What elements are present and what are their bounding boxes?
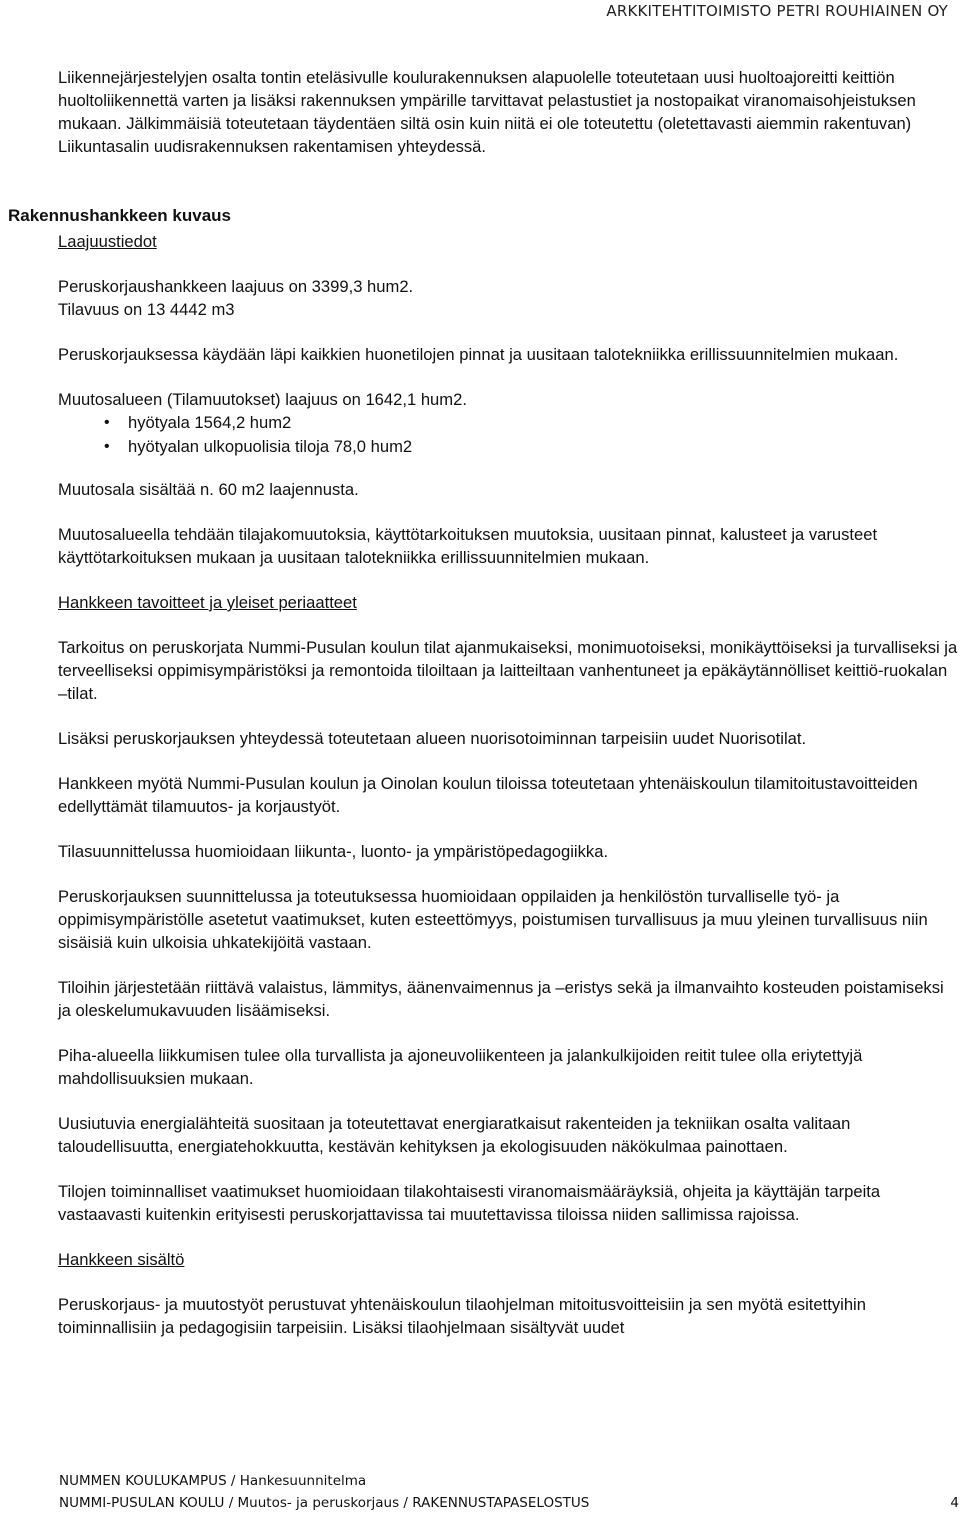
footer-document-line: NUMMI-PUSULAN KOULU / Muutos- ja peruskorjaus / RAKENNUSTAPASELOSTUS: [59, 1495, 590, 1511]
list-item: • hyötyalan ulkopuolisia tiloja 78,0 hum2: [58, 435, 958, 458]
tavoitteet-paragraph: Lisäksi peruskorjauksen yhteydessä toteutetaan alueen nuorisotoiminnan tarpeisiin uudet Nuorisotilat.: [58, 729, 807, 748]
tavoitteet-paragraph: Peruskorjauksen suunnittelussa ja toteutuksessa huomioidaan oppilaiden ja henkilöstön turvalliselle työ- ja oppimisympäristölle asetetut vaatimukset, kuten esteettömyys, poistumisen turvallisuus ja muu yleinen turvallisuus niin sisäisiä kuin ulkoisia uhkatekijöitä vastaan.: [58, 887, 928, 952]
footer-project-line: NUMMEN KOULUKAMPUS / Hankesuunnitelma: [59, 1473, 367, 1489]
intro-paragraph: Liikennejärjestelyjen osalta tontin eteläsivulle koulurakennuksen alapuolelle toteutetaan uusi huoltoajoreitti keittiön huoltoliikennettä varten ja lisäksi rakennuksen ympärille tarvittavat pelastustiet ja nostopaikat viranomaisohjeistuksen mukaan. Jälkimmäisiä toteutetaan täydentäen siltä osin kuin niitä ei ole toteutettu (oletettavasti aiemmin rakentuvan) Liikuntasalin uudisrakennuksen rakentamisen yhteydessä.: [58, 68, 916, 156]
muutosalue-laajuus: Muutosalueen (Tilamuutokset) laajuus on 1642,1 hum2.: [58, 390, 467, 409]
sisalto-title: Hankkeen sisältö: [58, 1250, 185, 1269]
tavoitteet-paragraph: Hankkeen myötä Nummi-Pusulan koulun ja Oinolan koulun tiloissa toteutetaan yhtenäiskoulun tilamitoitustavoitteiden edellyttämät tilamuutos- ja korjaustyöt.: [58, 774, 918, 816]
laajuus-paragraph: Peruskorjauksessa käydään läpi kaikkien huonetilojen pinnat ja uusitaan talotekniikka erillissuunnitelmien mukaan.: [58, 345, 899, 364]
sisalto-paragraph: Peruskorjaus- ja muutostyöt perustuvat yhtenäiskoulun tilaohjelman mitoitusvoitteisiin ja sen myötä esitettyihin toiminnallisiin ja pedagogisiin tarpeisiin. Lisäksi tilaohjelmaan sisältyvät uudet: [58, 1295, 866, 1337]
section-heading: Rakennushankkeen kuvaus: [8, 206, 231, 225]
list-item: • hyötyala 1564,2 hum2: [58, 411, 958, 434]
page-number: 4: [950, 1495, 959, 1511]
tavoitteet-paragraph: Tilasuunnittelussa huomioidaan liikunta-, luonto- ja ympäristöpedagogiikka.: [58, 842, 609, 861]
tavoitteet-paragraph: Tilojen toiminnalliset vaatimukset huomioidaan tilakohtaisesti viranomaismääräyksiä, ohjeita ja käyttäjän tarpeita vastaavasti kuitenkin erityisesti peruskorjattavissa tai muutettavissa tiloissa niiden sallimissa rajoissa.: [58, 1182, 881, 1224]
page-footer: [59, 1470, 959, 1514]
tavoitteet-paragraph: Uusiutuvia energialähteitä suositaan ja toteutettavat energiaratkaisut rakenteiden ja tekniikan osalta valitaan taloudellisuutta, energiatehokkuutta, kestävän kehityksen ja ekologisuuden näkökulmaa painottaen.: [58, 1114, 851, 1156]
laajuus-line-2: Tilavuus on 13 4442 m3: [58, 300, 235, 319]
company-header: ARKKITEHTITOIMISTO PETRI ROUHIAINEN OY: [606, 2, 948, 20]
muutosalue-paragraph: Muutosalueella tehdään tilajakomuutoksia, käyttötarkoituksen muutoksia, uusitaan pinnat, kalusteet ja varusteet käyttötarkoituksen mukaan ja uusitaan talotekniikka erillissuunnitelmien mukaan.: [58, 525, 878, 567]
tavoitteet-title: Hankkeen tavoitteet ja yleiset periaatteet: [58, 593, 357, 612]
laajennus-line: Muutosala sisältää n. 60 m2 laajennusta.: [58, 480, 359, 499]
laajuus-title: Laajuustiedot: [58, 232, 157, 251]
document-body: [58, 66, 958, 1339]
area-bullet-list: [58, 411, 958, 458]
tavoitteet-paragraph: Piha-alueella liikkumisen tulee olla turvallista ja ajoneuvoliikenteen ja jalankulkijoiden reitit tulee olla eriytettyjä mahdollisuuksien mukaan.: [58, 1046, 863, 1088]
tavoitteet-paragraph: Tarkoitus on peruskorjata Nummi-Pusulan koulun tilat ajanmukaiseksi, monimuotoiseksi, monikäyttöiseksi ja turvalliseksi ja terveelliseksi oppimisympäristöksi ja remontoida tiloiltaan ja laitteiltaan vanhentuneet ja epäkäytännölliset keittiö-ruokalan –tilat.: [58, 638, 958, 703]
laajuus-line-1: Peruskorjaushankkeen laajuus on 3399,3 hum2.: [58, 277, 414, 296]
tavoitteet-paragraph: Tiloihin järjestetään riittävä valaistus, lämmitys, äänenvaimennus ja –eristys sekä ja ilmanvaihto kosteuden poistamiseksi ja oleskelumukavuuden lisäämiseksi.: [58, 978, 944, 1020]
